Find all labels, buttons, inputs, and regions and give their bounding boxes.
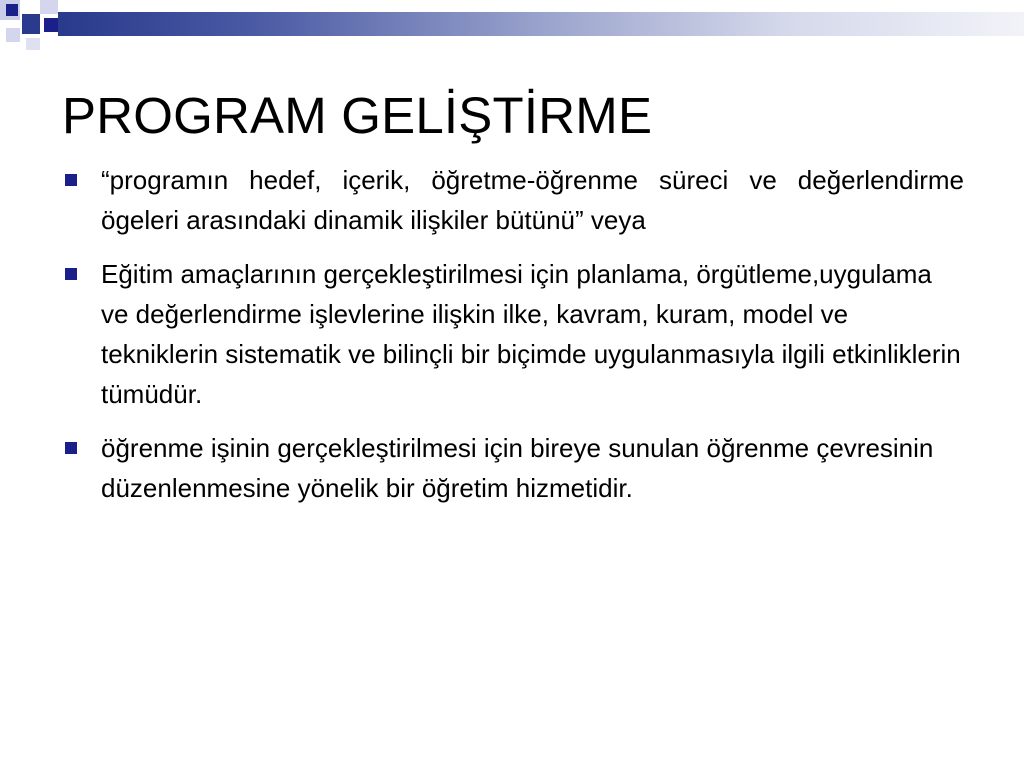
bullet-item xyxy=(62,254,964,414)
deco-square xyxy=(40,0,58,14)
deco-square xyxy=(6,4,18,16)
square-bullet-icon xyxy=(65,174,77,186)
bullet-item xyxy=(62,428,964,508)
slide-title: PROGRAM GELİŞTİRME xyxy=(62,87,653,144)
square-bullet-icon xyxy=(65,268,77,280)
bullet-list xyxy=(62,160,964,522)
deco-square xyxy=(22,14,40,34)
square-bullet-icon xyxy=(65,442,77,454)
bullet-item xyxy=(62,160,964,240)
deco-square xyxy=(20,0,40,12)
deco-square xyxy=(26,38,40,50)
deco-square xyxy=(6,28,20,42)
deco-square xyxy=(44,18,58,32)
header-gradient-band xyxy=(62,12,1024,36)
bullet-text: Eğitim amaçlarının gerçekleştirilmesi için planlama, örgütleme,uygulama ve değerlendirme işlevlerine ilişkin ilke, kavram, kuram, model ve tekniklerin sistematik ve bilinçli bir biçimde uygulanmasıyla ilgili etkinliklerin tümüdür. xyxy=(101,259,961,409)
bullet-text: “programın hedef, içerik, öğretme-öğrenme süreci ve değerlendirme ögeleri arasındaki dinamik ilişkiler bütünü” veya xyxy=(101,165,964,235)
bullet-text: öğrenme işinin gerçekleştirilmesi için bireye sunulan öğrenme çevresinin düzenlenmesine yönelik bir öğretim hizmetidir. xyxy=(101,433,934,503)
